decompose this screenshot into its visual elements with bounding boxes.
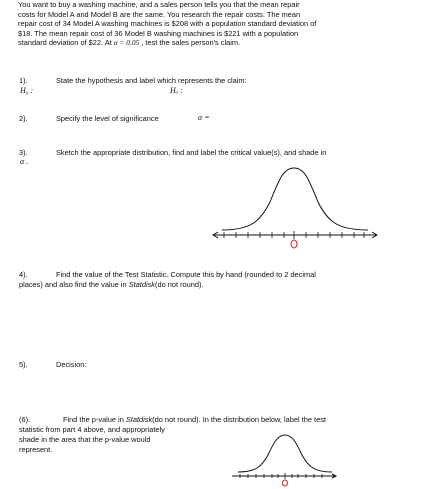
question-6-text-line-2: statistic from part 4 above, and appropriately [19, 425, 165, 434]
normal-distribution-sketch-1 [210, 162, 380, 252]
question-1 [18, 76, 422, 106]
normal-distribution-sketch-2 [228, 430, 338, 489]
intro-line-2: costs for Model A and Model B are the same. You research the repair costs. The mean [18, 9, 301, 19]
question-5-text: Decision: [56, 360, 87, 369]
question-4 [18, 270, 422, 294]
intro-line-5-end: , test the sales person's claim. [139, 38, 241, 48]
intro-line-5 [18, 38, 422, 48]
question-4-text-line-1: Find the value of the Test Statistic. Compute this by hand (rounded to 2 decimal [56, 270, 316, 279]
alpha-symbol: α . [20, 157, 29, 166]
intro-line-3: repair cost of 34 Model A washing machines is $208 with a population standard deviation of [18, 19, 317, 29]
zero-mark [291, 240, 297, 248]
question-1-number: 1). [19, 76, 28, 85]
question-6-text-line-3: shade in the area that the p-value would [19, 435, 151, 444]
intro-line-1: You want to buy a washing machine, and a sales person tells you that the mean repair [18, 0, 300, 9]
null-hypothesis-label: H₀ : [20, 86, 34, 95]
alternative-hypothesis-label: Hₐ : [170, 86, 183, 95]
question-2-text: Specify the level of significance [56, 114, 159, 123]
question-6-text-line-4: represent. [19, 445, 53, 454]
problem-statement [18, 0, 422, 48]
intro-line-4: $18. The mean repair cost of 36 Model B washing machines is $221 with a population [18, 28, 299, 38]
question-6-text-line-1 [63, 415, 326, 425]
question-6-text-line-1-start: Find the p-value in [63, 415, 126, 424]
question-3-text: Sketch the appropriate distribution, find and label the critical value(s), and shade in [56, 148, 327, 157]
question-6-text-line-1-end: (do not round). In the distribution below, label the test [152, 415, 326, 424]
statdisk-label: Statdisk [125, 415, 153, 424]
zero-mark [283, 480, 288, 486]
question-6 [18, 415, 422, 459]
question-5-number: 5). [19, 360, 28, 369]
question-1-text: State the hypothesis and label which represents the claim: [56, 76, 247, 85]
question-4-number: 4). [19, 270, 28, 279]
question-2 [18, 114, 422, 126]
question-2-number: 2). [19, 114, 28, 123]
intro-line-5-start: standard deviation of $22. At [18, 38, 114, 48]
question-4-text-line-2 [19, 280, 203, 290]
alpha-equals: α = [198, 113, 210, 122]
question-4-text-line-2-start: places) and also find the value in [19, 280, 129, 289]
question-3-number: 3). [19, 148, 28, 157]
question-4-text-line-2-end: (do not round). [155, 280, 204, 289]
question-6-number: (6). [19, 415, 31, 424]
statdisk-label: Statdisk [128, 280, 155, 289]
bell-curve [238, 435, 332, 472]
bell-curve [222, 168, 368, 230]
question-5 [18, 360, 422, 372]
alpha-expression: α = 0.05 [113, 38, 140, 48]
